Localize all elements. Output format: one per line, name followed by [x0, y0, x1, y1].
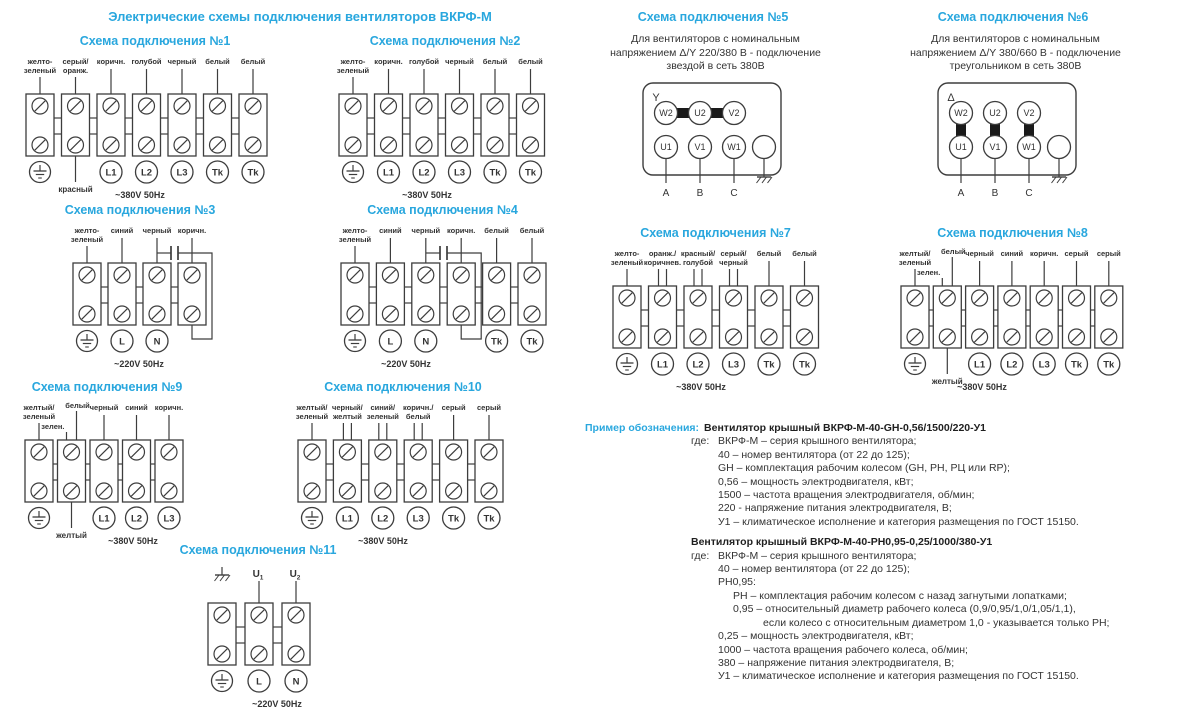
scheme-5-description: Для вентиляторов с номинальным напряжением Δ/Y 220/380 В - подключение звездой в сеть 380В: [610, 33, 821, 72]
designation-example: [585, 422, 1184, 684]
voltage-label: ~380V 50Hz: [957, 382, 1007, 392]
terminal-label: L2: [377, 513, 389, 525]
terminal-label: N: [422, 336, 430, 348]
terminal-label: L1: [974, 359, 986, 371]
motor-terminal-label: U2: [989, 107, 1001, 118]
terminal-label: L2: [1006, 359, 1018, 371]
terminal-label: Tk: [247, 167, 259, 179]
wire-label: коричн.: [96, 57, 126, 66]
terminal-label: Tk: [524, 167, 537, 179]
terminal-label: L3: [163, 513, 175, 525]
terminal-label: L: [387, 336, 394, 348]
jumper-bar: [1024, 124, 1034, 136]
wire-label: белый: [405, 412, 431, 421]
terminal: [332, 403, 364, 529]
wire-label: желто-: [342, 226, 368, 235]
motor-terminal-label: W2: [659, 107, 673, 118]
scheme-3-diagram: [25, 221, 295, 373]
wire: [226, 575, 231, 581]
motor-terminal-label: U1: [660, 141, 672, 152]
wire-label: зелен.: [41, 422, 65, 431]
earth-terminal-icon: [617, 354, 638, 375]
terminal-label: Tk: [211, 167, 224, 179]
phase-label: B: [991, 187, 999, 199]
phase-label: C: [1025, 187, 1033, 199]
motor-terminal-label: V1: [989, 141, 1001, 152]
terminal-label: Tk: [491, 336, 503, 348]
example-line: У1 – климатическое исполнение и категория размещения по ГОСТ 15150.: [718, 515, 1079, 528]
terminal-label: L1: [105, 167, 117, 179]
wire: [757, 177, 762, 183]
terminal-label: Tk: [1103, 359, 1115, 371]
voltage-label: ~380V 50Hz: [402, 190, 452, 200]
wire-label: зеленый: [295, 412, 329, 421]
example-line: 40 – номер вентилятора (от 22 до 125);: [718, 563, 910, 576]
wire-label: желтый/: [23, 403, 55, 412]
wire-label: зеленый: [22, 412, 56, 421]
wire: [768, 177, 773, 183]
terminal: [1063, 249, 1091, 375]
terminal-label: N: [292, 676, 300, 688]
terminal: [998, 249, 1026, 375]
terminal-label: L2: [140, 167, 153, 179]
terminal-label: L1: [98, 513, 110, 525]
wire-label: красный/: [680, 249, 716, 258]
motor-terminal-label: V2: [1023, 107, 1035, 118]
wire-label: коричн.: [177, 226, 207, 235]
voltage-label: ~220V 50Hz: [114, 359, 164, 369]
scheme-6-diagram: [893, 77, 1183, 211]
terminal: [245, 569, 273, 692]
wire-label: белый: [240, 57, 266, 66]
wire-label: оранж./: [648, 249, 677, 258]
scheme-11: [148, 543, 423, 713]
wire: [1057, 177, 1062, 183]
wire-label: зеленый: [336, 66, 370, 75]
scheme-3: [25, 203, 295, 373]
terminal: [131, 57, 161, 183]
scheme-8-title: Схема подключения №8: [937, 226, 1088, 240]
wire-label: черный: [89, 403, 119, 412]
wire-label: черный: [142, 226, 172, 235]
terminal: [296, 403, 329, 529]
terminal: [108, 226, 136, 352]
wire-label: голубой: [682, 258, 714, 267]
wire-label: желтый/: [296, 403, 328, 412]
wire-label: зеленый: [610, 258, 644, 267]
earth-terminal-icon: [29, 508, 50, 529]
terminal: [965, 249, 994, 375]
wire-label: белый: [65, 401, 90, 410]
wire-label: белый: [519, 226, 545, 235]
terminal-label: L3: [412, 513, 424, 525]
motor-terminal-label: U1: [955, 141, 967, 152]
wire: [762, 177, 767, 183]
wire-label: серый: [1064, 249, 1089, 258]
earth-terminal-icon: [77, 331, 98, 352]
terminal-label: Tk: [489, 167, 501, 179]
scheme-9-diagram: [12, 398, 292, 550]
example-title-line: Пример обозначения: Вентилятор крышный ВКРФ-М-40-GH-0,56/1500/220-У1: [585, 422, 987, 434]
example-line: где: ВКРФ-М – серия крышного вентилятора;: [691, 435, 917, 448]
jumper-bar: [677, 108, 690, 118]
wire-label: белый: [482, 57, 508, 66]
scheme-9-title: Схема подключения №9: [31, 380, 183, 394]
scheme-10-diagram: [283, 398, 578, 550]
wire-label: синий: [379, 226, 402, 235]
terminal: [155, 403, 183, 529]
scheme-10-title: Схема подключения №10: [324, 380, 482, 394]
terminal: [374, 57, 402, 183]
wire-label: синий: [1000, 249, 1024, 258]
terminal: [58, 57, 92, 194]
ground-terminal: [753, 135, 776, 158]
terminal: [97, 57, 125, 183]
terminal-label: L2: [692, 359, 704, 371]
motor-terminal-label: W1: [1022, 141, 1036, 152]
wire-label: голубой: [131, 57, 162, 66]
terminal-label: Tk: [1070, 359, 1083, 371]
terminal: [481, 57, 509, 183]
terminal: [367, 403, 400, 529]
wire-label: зеленый: [70, 235, 104, 244]
wire-label: $U_2$: [289, 569, 301, 582]
voltage-label: ~220V 50Hz: [381, 359, 431, 369]
scheme-11-diagram: [148, 561, 423, 713]
example-line: 1000 – частота вращения рабочего колеса, об/мин;: [718, 643, 968, 656]
terminal: [168, 57, 197, 183]
terminal: [123, 403, 151, 529]
example-label: Пример обозначения:: [585, 422, 700, 434]
scheme-4: [330, 203, 590, 373]
terminal: [403, 403, 434, 529]
example-line: 220 - напряжение питания электродвигателя, В;: [718, 502, 952, 515]
voltage-label: ~380V 50Hz: [358, 536, 408, 546]
scheme-9: [12, 380, 292, 550]
winding-type-label: Δ: [947, 91, 955, 104]
wire-label: белый: [205, 57, 230, 66]
earth-terminal-icon: [905, 354, 926, 375]
jumper-bar: [711, 108, 724, 118]
example-line: РН – комплектация рабочим колесом с назад загнутыми лопатками;: [733, 589, 1067, 602]
scheme-2-title: Схема подключения №2: [369, 34, 521, 48]
terminal-label: L3: [1038, 359, 1050, 371]
terminal-label: Tk: [763, 359, 775, 371]
wire-label: $U_1$: [252, 569, 264, 582]
wire-label: серый: [1096, 249, 1121, 258]
jumper-bar: [990, 124, 1000, 136]
terminal: [337, 57, 370, 183]
terminal: [411, 226, 440, 352]
wire: [1063, 177, 1068, 183]
wire-label: серый/: [720, 249, 747, 258]
wire-label: зеленый: [23, 66, 57, 75]
example-line: 0,25 – мощность электродвигателя, кВт;: [718, 630, 914, 643]
voltage-label: ~220V 50Hz: [252, 699, 302, 709]
motor-terminal-label: U2: [694, 107, 706, 118]
example-title-line: Вентилятор крышный ВКРФ-М-40-РН0,95-0,25/1000/380-У1: [691, 536, 993, 549]
terminal-label: Tk: [483, 513, 495, 525]
scheme-5: [598, 10, 883, 211]
terminal-label: L2: [418, 167, 430, 179]
wire-label: коричн./: [402, 403, 434, 412]
voltage-label: ~380V 50Hz: [115, 190, 165, 200]
example-line: 0,56 – мощность электродвигателя, кВт;: [718, 475, 914, 488]
terminal: [475, 403, 503, 529]
wire-label: белый: [792, 249, 817, 258]
phase-label: B: [696, 187, 704, 199]
winding-type-label: Y: [652, 91, 660, 104]
wire-label: желтый: [56, 531, 87, 540]
wire-label: зеленый: [366, 412, 399, 421]
terminal-label: L3: [453, 167, 466, 179]
scheme-7: [598, 226, 883, 396]
wire-label: желто-: [74, 226, 100, 235]
terminal: [447, 226, 475, 325]
scheme-3-title: Схема подключения №3: [64, 203, 216, 217]
example-line: 1500 – частота вращения электродвигателя, об/мин;: [718, 489, 975, 502]
earth-terminal-icon: [345, 331, 366, 352]
terminal: [239, 57, 267, 183]
wire-label: оранж.: [62, 66, 89, 75]
wire-label: черный/: [332, 403, 363, 412]
example-line: У1 – климатическое исполнение и категория размещения по ГОСТ 15150.: [718, 670, 1079, 683]
terminal: [1095, 249, 1123, 375]
phase-label: A: [957, 187, 965, 199]
motor-terminal-label: V2: [728, 107, 740, 118]
wire-label: зеленый: [898, 258, 932, 267]
motor-terminal-label: V1: [694, 141, 706, 152]
scheme-6: [893, 10, 1183, 211]
scheme-2: [330, 34, 590, 204]
terminal: [517, 57, 545, 183]
wire-label: желто-: [340, 57, 366, 66]
wire-label: белый: [756, 249, 782, 258]
wire: [1052, 177, 1057, 183]
terminal: [518, 226, 546, 352]
terminal: [719, 249, 748, 375]
terminal: [409, 57, 439, 183]
wire-label: желтый: [931, 377, 963, 386]
wire-label: серый: [477, 403, 501, 412]
phase-label: C: [730, 187, 738, 199]
scheme-1-diagram: [15, 52, 300, 204]
example-line: РН0,95:: [718, 576, 756, 589]
earth-terminal-icon: [302, 508, 323, 529]
scheme-4-diagram: [330, 221, 590, 373]
phase-label: A: [662, 187, 670, 199]
motor-terminal-box: [643, 83, 781, 175]
wire-label: синий: [125, 403, 148, 412]
terminal-label: Tk: [448, 513, 460, 525]
wire-label: красный: [58, 185, 93, 194]
scheme-8-diagram: [890, 244, 1182, 396]
terminal-label: L2: [130, 513, 143, 525]
wire-label: синий: [110, 226, 134, 235]
example-line: 0,95 – относительный диаметр рабочего колеса (0,9/0,95/1,0/1,05/1,1),: [733, 603, 1076, 616]
earth-terminal-icon: [30, 162, 51, 183]
terminal: [204, 57, 232, 183]
scheme-6-description: Для вентиляторов с номинальным напряжением Δ/Y 380/660 В - подключение треугольником в сеть 380В: [910, 33, 1121, 72]
wire-label: черный: [445, 57, 474, 66]
wire-label: желтый: [332, 412, 362, 421]
terminal: [90, 403, 119, 529]
scheme-4-title: Схема подключения №4: [367, 203, 518, 217]
wire: [220, 575, 225, 581]
scheme-1-title: Схема подключения №1: [79, 34, 231, 48]
example-line: если колесо с относительным диаметром 1,0 - указывается только РН;: [763, 616, 1110, 629]
wire-label: белый: [941, 247, 966, 256]
wire-label: черный: [411, 226, 441, 235]
terminal: [376, 226, 404, 352]
terminal: [681, 249, 716, 375]
scheme-6-title: Схема подключения №6: [937, 10, 1089, 24]
scheme-5-diagram: [598, 77, 883, 211]
wire-label: коричн.: [446, 226, 476, 235]
terminal: [440, 403, 468, 529]
terminal: [1030, 249, 1058, 375]
terminal: [208, 567, 236, 692]
wire-label: коричн.: [154, 403, 184, 412]
motor-terminal-label: W2: [954, 107, 968, 118]
terminal: [71, 226, 104, 352]
terminal-label: Tk: [526, 336, 538, 348]
scheme-7-diagram: [598, 244, 883, 396]
terminal: [644, 249, 681, 375]
terminal-label: L: [256, 676, 262, 688]
terminal-label: L1: [382, 167, 395, 179]
scheme-8: [890, 226, 1182, 396]
earth-terminal-icon: [343, 162, 364, 183]
wire-label: синий/: [370, 403, 396, 412]
voltage-label: ~380V 50Hz: [676, 382, 726, 392]
terminal: [791, 249, 819, 375]
example-line: где: ВКРФ-М – серия крышного вентилятора;: [691, 549, 917, 562]
jumper-bar: [956, 124, 966, 136]
wire-label: желтый/: [899, 249, 931, 258]
wire-label: белый: [484, 226, 509, 235]
terminal-label: Tk: [798, 359, 811, 371]
example-line: GH – комплектация рабочим колесом (GH, РН, РЦ или RP);: [718, 462, 1010, 475]
scheme-10: [283, 380, 578, 550]
terminal: [24, 57, 57, 183]
terminal: [611, 249, 644, 375]
wire-label: черный: [719, 258, 748, 267]
terminal-label: L3: [176, 167, 188, 179]
wire-label: черный: [167, 57, 197, 66]
wire-label: желто-: [27, 57, 53, 66]
terminal: [282, 569, 310, 692]
earth-terminal-icon: [212, 671, 233, 692]
wire-label: коричн.: [1029, 249, 1059, 258]
terminal: [445, 57, 474, 183]
example-line: 380 – напряжение питания электродвигателя, В;: [718, 656, 955, 669]
terminal-label: L: [119, 336, 125, 348]
wire: [215, 575, 220, 581]
wire-label: зелен.: [917, 268, 941, 277]
terminal: [755, 249, 783, 375]
terminal: [483, 226, 511, 352]
scheme-7-title: Схема подключения №7: [640, 226, 791, 240]
terminal-label: L3: [727, 359, 740, 371]
scheme-2-diagram: [330, 52, 590, 204]
scheme-5-title: Схема подключения №5: [637, 10, 789, 24]
voltage-label: ~380V 50Hz: [108, 536, 158, 546]
wire-label: серый/: [62, 57, 89, 66]
wire-label: зеленый: [338, 235, 372, 244]
terminal: [178, 226, 206, 325]
terminal: [339, 226, 372, 352]
terminal-label: N: [153, 336, 161, 348]
terminal-label: L1: [341, 513, 353, 525]
wire-label: голубой: [408, 57, 440, 66]
scheme-1: [15, 34, 300, 204]
ground-terminal: [1048, 135, 1071, 158]
wire-label: коричн.: [374, 57, 403, 66]
wire-label: желто-: [614, 249, 640, 258]
page-title: Электрические схемы подключения вентиляторов ВКРФ-М: [108, 9, 492, 24]
wire-label: черный: [965, 249, 994, 258]
scheme-11-title: Схема подключения №11: [179, 543, 337, 557]
wire-label: коричнев.: [643, 258, 682, 267]
terminal-label: L1: [656, 359, 669, 371]
example-line: 40 – номер вентилятора (от 22 до 125);: [718, 448, 910, 461]
wire-label: серый: [441, 403, 466, 412]
motor-terminal-label: W1: [727, 141, 741, 152]
terminal: [143, 226, 172, 352]
wire-label: белый: [518, 57, 543, 66]
